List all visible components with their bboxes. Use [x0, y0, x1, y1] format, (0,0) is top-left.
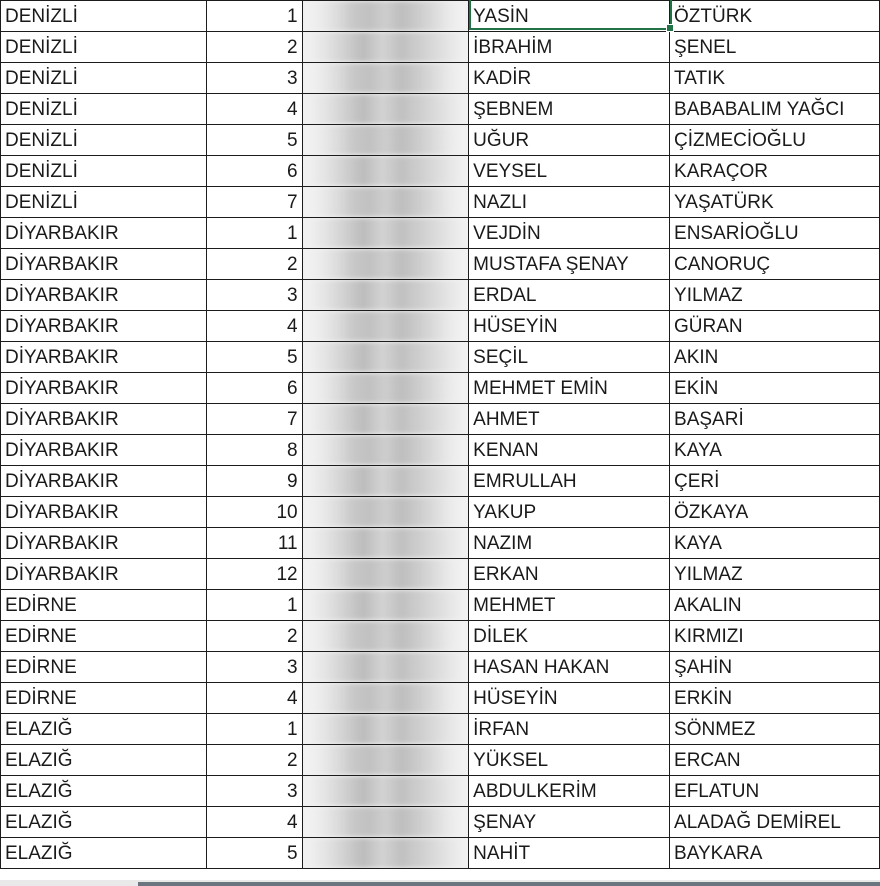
cell-last-name[interactable]: KAYA: [670, 528, 880, 559]
cell-number[interactable]: 3: [206, 776, 302, 807]
cell-number[interactable]: 4: [206, 807, 302, 838]
cell-last-name[interactable]: ÇİZMECİOĞLU: [670, 125, 880, 156]
pixelated-redaction: [307, 342, 465, 372]
cell-last-name[interactable]: ERCAN: [670, 745, 880, 776]
cell-last-name[interactable]: ÖZTÜRK: [670, 1, 880, 32]
cell-number[interactable]: 5: [206, 838, 302, 869]
cell-redacted[interactable]: [302, 683, 469, 714]
pixelated-redaction: [307, 280, 465, 310]
cell-last-name[interactable]: ŞAHİN: [670, 652, 880, 683]
table-row: [1, 249, 880, 280]
pixelated-redaction: [307, 63, 465, 93]
cell-redacted[interactable]: [302, 590, 469, 621]
table-row: [1, 187, 880, 218]
cell-redacted[interactable]: [302, 807, 469, 838]
cell-number[interactable]: 7: [206, 187, 302, 218]
cell-redacted[interactable]: [302, 156, 469, 187]
table-row: [1, 125, 880, 156]
pixelated-redaction: [307, 249, 465, 279]
cell-redacted[interactable]: [302, 373, 469, 404]
cell-first-name[interactable]: ŞENAY: [469, 807, 670, 838]
cell-redacted[interactable]: [302, 497, 469, 528]
table-row: [1, 776, 880, 807]
pixelated-redaction: [307, 311, 465, 341]
cell-last-name[interactable]: YILMAZ: [670, 559, 880, 590]
table-row: [1, 280, 880, 311]
table-row: [1, 745, 880, 776]
cell-last-name[interactable]: CANORUÇ: [670, 249, 880, 280]
cell-first-name[interactable]: NAHİT: [469, 838, 670, 869]
pixelated-redaction: [307, 1, 465, 31]
cell-last-name[interactable]: SÖNMEZ: [670, 714, 880, 745]
cell-first-name[interactable]: VEJDİN: [469, 218, 670, 249]
cell-number[interactable]: 6: [206, 156, 302, 187]
cell-first-name[interactable]: EMRULLAH: [469, 466, 670, 497]
cell-number[interactable]: 2: [206, 249, 302, 280]
pixelated-redaction: [307, 497, 465, 527]
table-row: [1, 156, 880, 187]
pixelated-redaction: [307, 466, 465, 496]
pixelated-redaction: [307, 404, 465, 434]
pixelated-redaction: [307, 776, 465, 806]
table-row: [1, 311, 880, 342]
cell-number[interactable]: 1: [206, 714, 302, 745]
cell-last-name[interactable]: BAŞARİ: [670, 404, 880, 435]
cell-city[interactable]: DİYARBAKIR: [1, 249, 207, 280]
pixelated-redaction: [307, 838, 465, 868]
cell-city[interactable]: DİYARBAKIR: [1, 466, 207, 497]
cell-first-name[interactable]: HASAN HAKAN: [469, 652, 670, 683]
pixelated-redaction: [307, 528, 465, 558]
cell-redacted[interactable]: [302, 745, 469, 776]
table-row: [1, 218, 880, 249]
cell-city[interactable]: DİYARBAKIR: [1, 280, 207, 311]
cell-city[interactable]: DİYARBAKIR: [1, 497, 207, 528]
cell-last-name[interactable]: ENSARİOĞLU: [670, 218, 880, 249]
cell-number[interactable]: 3: [206, 280, 302, 311]
cell-city[interactable]: DİYARBAKIR: [1, 311, 207, 342]
cell-first-name[interactable]: KADİR: [469, 63, 670, 94]
cell-redacted[interactable]: [302, 404, 469, 435]
cell-city[interactable]: DİYARBAKIR: [1, 435, 207, 466]
cell-last-name[interactable]: KARAÇOR: [670, 156, 880, 187]
cell-city[interactable]: EDİRNE: [1, 683, 207, 714]
table-row: [1, 1, 880, 32]
cell-number[interactable]: 5: [206, 342, 302, 373]
cell-last-name[interactable]: TATIK: [670, 63, 880, 94]
cell-city[interactable]: ELAZIĞ: [1, 838, 207, 869]
cell-number[interactable]: 4: [206, 311, 302, 342]
cell-number[interactable]: 12: [206, 559, 302, 590]
cell-first-name[interactable]: UĞUR: [469, 125, 670, 156]
cell-redacted[interactable]: [302, 218, 469, 249]
cell-first-name[interactable]: KENAN: [469, 435, 670, 466]
cell-last-name[interactable]: KAYA: [670, 435, 880, 466]
cell-number[interactable]: 11: [206, 528, 302, 559]
cell-number[interactable]: 4: [206, 94, 302, 125]
pixelated-redaction: [307, 32, 465, 62]
cell-redacted[interactable]: [302, 342, 469, 373]
cell-first-name[interactable]: ŞEBNEM: [469, 94, 670, 125]
cell-number[interactable]: 2: [206, 32, 302, 63]
cell-number[interactable]: 1: [206, 1, 302, 32]
cell-city[interactable]: DENİZLİ: [1, 187, 207, 218]
cell-number[interactable]: 3: [206, 652, 302, 683]
cell-first-name[interactable]: İRFAN: [469, 714, 670, 745]
table-row: [1, 838, 880, 869]
cell-first-name[interactable]: SEÇİL: [469, 342, 670, 373]
cell-last-name[interactable]: AKIN: [670, 342, 880, 373]
pixelated-redaction: [307, 559, 465, 589]
cell-redacted[interactable]: [302, 63, 469, 94]
cell-first-name[interactable]: ABDULKERİM: [469, 776, 670, 807]
horizontal-scrollbar[interactable]: [138, 882, 880, 886]
cell-redacted[interactable]: [302, 528, 469, 559]
cell-number[interactable]: 1: [206, 590, 302, 621]
cell-number[interactable]: 8: [206, 435, 302, 466]
cell-city[interactable]: DİYARBAKIR: [1, 342, 207, 373]
pixelated-redaction: [307, 745, 465, 775]
pixelated-redaction: [307, 621, 465, 651]
pixelated-redaction: [307, 373, 465, 403]
cell-first-name[interactable]: NAZIM: [469, 528, 670, 559]
pixelated-redaction: [307, 652, 465, 682]
cell-first-name[interactable]: ERKAN: [469, 559, 670, 590]
cell-city[interactable]: DİYARBAKIR: [1, 528, 207, 559]
cell-city[interactable]: ELAZIĞ: [1, 745, 207, 776]
cell-city[interactable]: DENİZLİ: [1, 125, 207, 156]
cell-redacted[interactable]: [302, 559, 469, 590]
cell-number[interactable]: 6: [206, 373, 302, 404]
cell-first-name[interactable]: DİLEK: [469, 621, 670, 652]
table-row: [1, 590, 880, 621]
table-row: [1, 342, 880, 373]
cell-last-name[interactable]: YILMAZ: [670, 280, 880, 311]
cell-redacted[interactable]: [302, 125, 469, 156]
cell-redacted[interactable]: [302, 776, 469, 807]
cell-number[interactable]: 2: [206, 621, 302, 652]
cell-city[interactable]: DENİZLİ: [1, 156, 207, 187]
table-row: [1, 807, 880, 838]
cell-city[interactable]: ELAZIĞ: [1, 714, 207, 745]
cell-city[interactable]: DENİZLİ: [1, 32, 207, 63]
cell-last-name[interactable]: EFLATUN: [670, 776, 880, 807]
table-row: [1, 94, 880, 125]
cell-redacted[interactable]: [302, 466, 469, 497]
cell-redacted[interactable]: [302, 838, 469, 869]
table-row: [1, 528, 880, 559]
cell-redacted[interactable]: [302, 714, 469, 745]
cell-last-name[interactable]: BAYKARA: [670, 838, 880, 869]
table-row: [1, 404, 880, 435]
sheet-bottom-bar: [0, 880, 880, 886]
cell-city[interactable]: DENİZLİ: [1, 1, 207, 32]
cell-redacted[interactable]: [302, 94, 469, 125]
pixelated-redaction: [307, 714, 465, 744]
pixelated-redaction: [307, 807, 465, 837]
cell-number[interactable]: 4: [206, 683, 302, 714]
cell-number[interactable]: 7: [206, 404, 302, 435]
cell-last-name[interactable]: BABABALIM YAĞCI: [670, 94, 880, 125]
table-row: [1, 497, 880, 528]
table-row: [1, 373, 880, 404]
cell-last-name[interactable]: ŞENEL: [670, 32, 880, 63]
cell-first-name[interactable]: HÜSEYİN: [469, 683, 670, 714]
cell-city[interactable]: ELAZIĞ: [1, 807, 207, 838]
cell-first-name[interactable]: İBRAHİM: [469, 32, 670, 63]
cell-last-name[interactable]: AKALIN: [670, 590, 880, 621]
cell-redacted[interactable]: [302, 187, 469, 218]
pixelated-redaction: [307, 435, 465, 465]
pixelated-redaction: [307, 94, 465, 124]
cell-last-name[interactable]: KIRMIZI: [670, 621, 880, 652]
cell-city[interactable]: ELAZIĞ: [1, 776, 207, 807]
cell-first-name[interactable]: NAZLI: [469, 187, 670, 218]
cell-redacted[interactable]: [302, 435, 469, 466]
cell-number[interactable]: 2: [206, 745, 302, 776]
table-row: [1, 466, 880, 497]
cell-number[interactable]: 9: [206, 466, 302, 497]
table-row: [1, 652, 880, 683]
table-row: [1, 683, 880, 714]
cell-last-name[interactable]: ALADAĞ DEMİREL: [670, 807, 880, 838]
cell-city[interactable]: EDİRNE: [1, 652, 207, 683]
cell-city[interactable]: EDİRNE: [1, 621, 207, 652]
cell-redacted[interactable]: [302, 280, 469, 311]
pixelated-redaction: [307, 156, 465, 186]
pixelated-redaction: [307, 187, 465, 217]
table-row: [1, 32, 880, 63]
cell-redacted[interactable]: [302, 1, 469, 32]
cell-number[interactable]: 3: [206, 63, 302, 94]
pixelated-redaction: [307, 683, 465, 713]
cell-redacted[interactable]: [302, 249, 469, 280]
cell-first-name[interactable]: MEHMET: [469, 590, 670, 621]
cell-redacted[interactable]: [302, 621, 469, 652]
cell-redacted[interactable]: [302, 652, 469, 683]
cell-first-name[interactable]: MUSTAFA ŞENAY: [469, 249, 670, 280]
pixelated-redaction: [307, 125, 465, 155]
cell-redacted[interactable]: [302, 311, 469, 342]
pixelated-redaction: [307, 590, 465, 620]
cell-number[interactable]: 5: [206, 125, 302, 156]
table-row: [1, 63, 880, 94]
cell-city[interactable]: DENİZLİ: [1, 63, 207, 94]
cell-first-name[interactable]: HÜSEYİN: [469, 311, 670, 342]
cell-number[interactable]: 1: [206, 218, 302, 249]
cell-city[interactable]: DİYARBAKIR: [1, 404, 207, 435]
cell-last-name[interactable]: ERKİN: [670, 683, 880, 714]
table-row: [1, 435, 880, 466]
table-row: [1, 559, 880, 590]
pixelated-redaction: [307, 218, 465, 248]
cell-city[interactable]: DİYARBAKIR: [1, 373, 207, 404]
cell-first-name[interactable]: AHMET: [469, 404, 670, 435]
cell-last-name[interactable]: ÖZKAYA: [670, 497, 880, 528]
cell-first-name[interactable]: YAKUP: [469, 497, 670, 528]
cell-first-name[interactable]: YASİN: [469, 1, 670, 32]
cell-last-name[interactable]: ÇERİ: [670, 466, 880, 497]
cell-first-name[interactable]: YÜKSEL: [469, 745, 670, 776]
cell-redacted[interactable]: [302, 32, 469, 63]
cell-city[interactable]: EDİRNE: [1, 590, 207, 621]
cell-city[interactable]: DİYARBAKIR: [1, 559, 207, 590]
cell-first-name[interactable]: VEYSEL: [469, 156, 670, 187]
cell-number[interactable]: 10: [206, 497, 302, 528]
table-row: [1, 714, 880, 745]
cell-first-name[interactable]: MEHMET EMİN: [469, 373, 670, 404]
cell-city[interactable]: DENİZLİ: [1, 94, 207, 125]
cell-first-name[interactable]: ERDAL: [469, 280, 670, 311]
cell-city[interactable]: DİYARBAKIR: [1, 218, 207, 249]
cell-last-name[interactable]: YAŞATÜRK: [670, 187, 880, 218]
table-row: [1, 621, 880, 652]
cell-last-name[interactable]: GÜRAN: [670, 311, 880, 342]
cell-last-name[interactable]: EKİN: [670, 373, 880, 404]
